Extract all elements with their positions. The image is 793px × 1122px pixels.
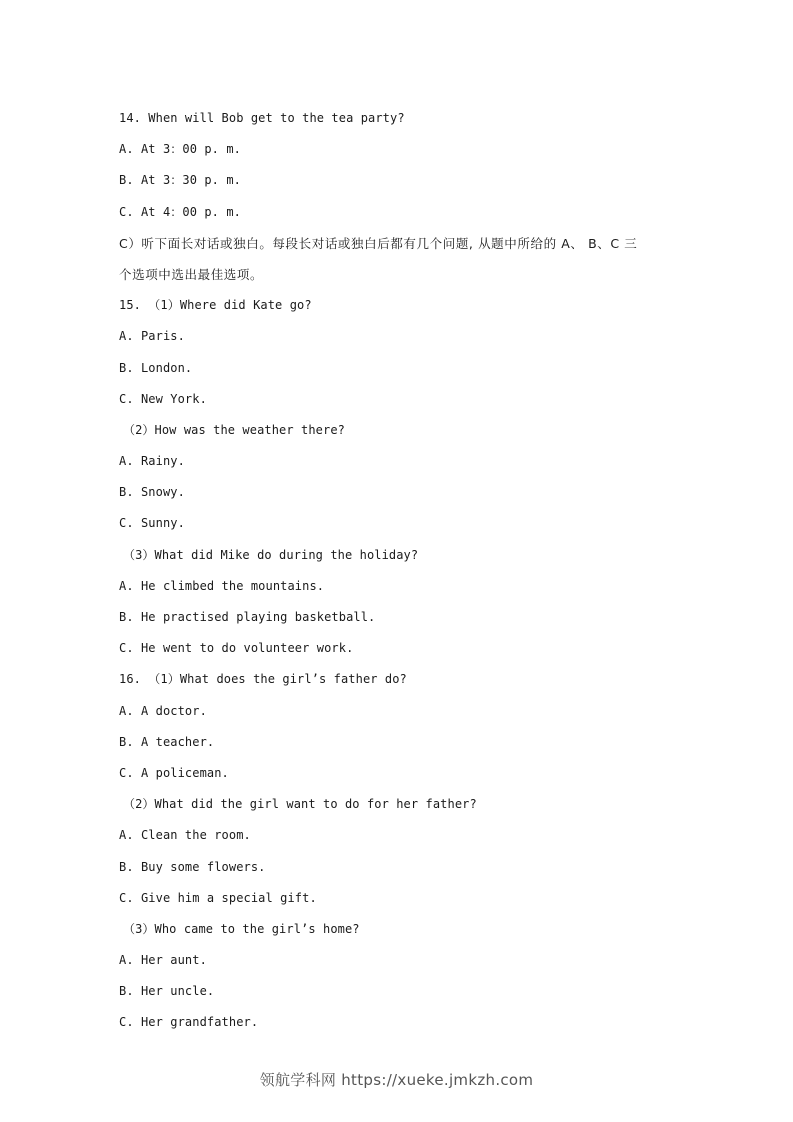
question-15-1: 15. （1）Where did Kate go? bbox=[119, 298, 312, 313]
option-14-b: B. At 3：30 p. m. bbox=[119, 173, 241, 188]
option-15-3-c: C. He went to do volunteer work. bbox=[119, 641, 354, 656]
option-16-3-b: B. Her uncle. bbox=[119, 984, 215, 999]
question-16-2: （2）What did the girl want to do for her father? bbox=[123, 797, 477, 812]
question-15-3: （3）What did Mike do during the holiday? bbox=[123, 547, 419, 562]
option-15-2-a: A. Rainy. bbox=[119, 454, 185, 469]
option-15-3-a: A. He climbed the mountains. bbox=[119, 578, 325, 593]
footer-watermark: 领航学科网 https://xueke.jmkzh.com bbox=[259, 1071, 534, 1089]
option-15-1-c: C. New York. bbox=[119, 391, 207, 406]
question-16-1: 16. （1）What does the girl’s father do? bbox=[119, 672, 407, 687]
option-15-2-c: C. Sunny. bbox=[119, 516, 185, 531]
option-14-a: A. At 3：00 p. m. bbox=[119, 142, 241, 157]
option-15-1-b: B. London. bbox=[119, 360, 193, 375]
option-16-3-a: A. Her aunt. bbox=[119, 953, 207, 968]
question-16-3: （3）Who came to the girl’s home? bbox=[123, 921, 360, 936]
option-15-3-b: B. He practised playing basketball. bbox=[119, 610, 376, 624]
option-15-2-b: B. Snowy. bbox=[119, 485, 185, 500]
option-16-2-c: C. Give him a special gift. bbox=[119, 890, 317, 905]
question-14: 14. When will Bob get to the tea party? bbox=[119, 111, 405, 125]
option-16-1-a: A. A doctor. bbox=[119, 703, 207, 718]
option-16-3-c: C. Her grandfather. bbox=[119, 1015, 259, 1030]
option-14-c: C. At 4：00 p. m. bbox=[119, 204, 241, 219]
option-16-1-c: C. A policeman. bbox=[119, 765, 229, 780]
option-16-1-b: B. A teacher. bbox=[119, 734, 215, 749]
question-15-2: （2）How was the weather there? bbox=[123, 422, 345, 437]
section-c-instruction-line2: 个选项中选出最佳选项。 bbox=[119, 266, 264, 282]
section-c-instruction-line1: C）听下面长对话或独白。每段长对话或独白后都有几个问题, 从题中所给的 A、 B、C 三 bbox=[119, 235, 638, 251]
question-content bbox=[119, 103, 689, 1039]
option-16-2-a: A. Clean the room. bbox=[119, 828, 251, 843]
option-15-1-a: A. Paris. bbox=[119, 329, 185, 344]
option-16-2-b: B. Buy some flowers. bbox=[119, 859, 266, 874]
